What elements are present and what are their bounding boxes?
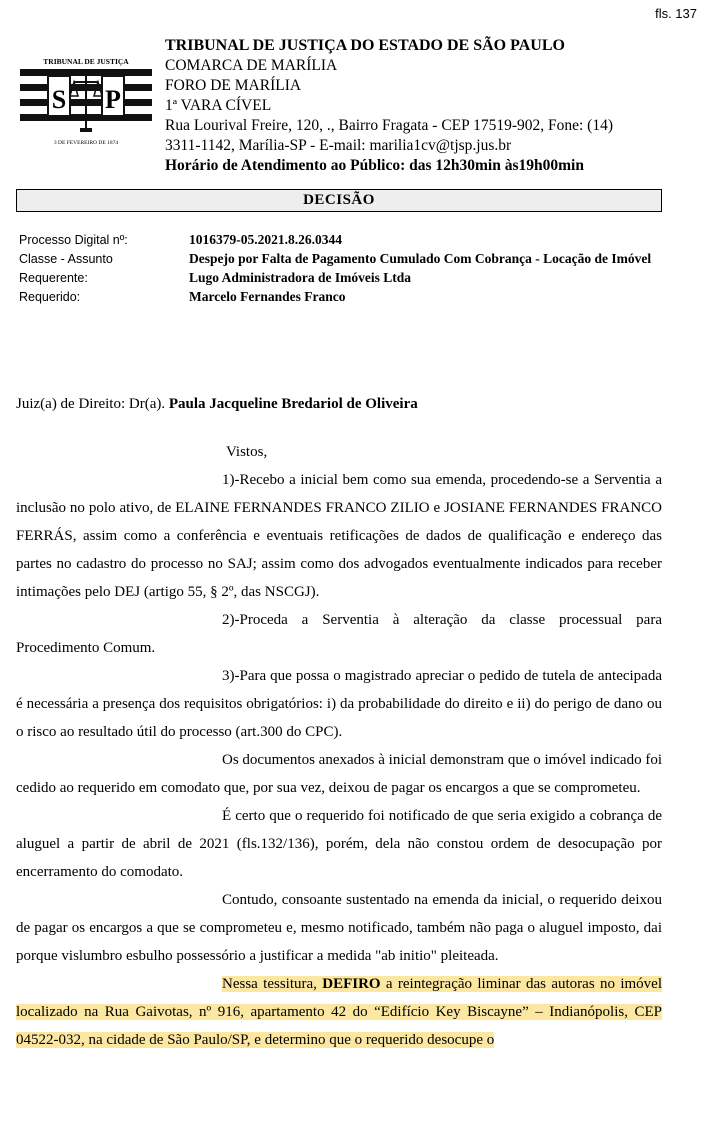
highlight-defiro: DEFIRO: [322, 976, 381, 992]
emblem-letter-right: P: [105, 85, 121, 114]
highlight-after: a reintegração liminar das autoras no imóvel localizado na Rua Gaivotas, nº 916, apartamento 42 do “Edifício Key Biscayne” – Indianópolis, CEP 04522-032, na cidade de São Paulo/SP, e determino que o requerido desocupe o: [16, 976, 662, 1048]
defendant-label: Requerido:: [19, 290, 81, 304]
document-header: [16, 36, 676, 176]
paragraph-2: 2)-Proceda a Serventia à alteração da classe processual para Procedimento Comum.: [16, 612, 662, 656]
page-marker: fls. 137: [655, 6, 697, 21]
plaintiff-row: [19, 270, 659, 286]
defendant-row: [19, 289, 659, 305]
class-subject-value: Despejo por Falta de Pagamento Cumulado Com Cobrança - Locação de Imóvel: [189, 251, 652, 266]
address-line-1: Rua Lourival Freire, 120, ., Bairro Fragata - CEP 17519-902, Fone: (14): [165, 117, 613, 134]
paragraph-1: 1)-Recebo a inicial bem como sua emenda, procedendo-se a Serventia a inclusão no polo ativo, de ELAINE FERNANDES FRANCO ZILIO e JOSIANE FERNANDES FRANCO FERRÁS, assim como a conferência e eventuais retificações de dados de qualificação e endereço das partes no cadastro do processo no SAJ; assim como dos advogados eventualmente indicados para receber intimações pelo DEJ (artigo 55, § 2º, das NSCGJ).: [16, 472, 662, 600]
plaintiff-label: Requerente:: [19, 271, 88, 285]
process-number-label: Processo Digital nº:: [19, 233, 128, 247]
judge-label: Juiz(a) de Direito: Dr(a).: [16, 396, 166, 412]
court-info: [165, 36, 675, 176]
judge-name: Paula Jacqueline Bredariol de Oliveira: [168, 396, 418, 412]
class-subject-row: [19, 251, 659, 267]
process-number-value: 1016379-05.2021.8.26.0344: [189, 232, 342, 247]
judge-line: [16, 396, 418, 413]
class-subject-label: Classe - Assunto: [19, 252, 113, 266]
vistos-paragraph: Vistos,: [226, 444, 268, 460]
court-name: TRIBUNAL DE JUSTIÇA DO ESTADO DE SÃO PAULO: [165, 37, 565, 54]
foro: FORO DE MARÍLIA: [165, 77, 302, 94]
document-title: DECISÃO: [16, 189, 662, 212]
defendant-value: Marcelo Fernandes Franco: [189, 289, 346, 304]
tjsp-emblem-icon: [16, 44, 156, 154]
emblem-letter-left: S: [51, 85, 67, 114]
paragraph-3: 3)-Para que possa o magistrado apreciar o pedido de tutela de antecipada é necessária a presença dos requisitos obrigatórios: i) da probabilidade do direito e ii) do perigo de dano ou o risco ao resultado útil do processo (art.300 do CPC).: [16, 668, 662, 740]
paragraph-5: É certo que o requerido foi notificado de que seria exigido a cobrança de aluguel a partir de abril de 2021 (fls.132/136), porém, dela não constou ordem de desocupação por encerramento do comodato.: [16, 808, 662, 880]
plaintiff-value: Lugo Administradora de Imóveis Ltda: [189, 270, 412, 285]
paragraph-4: Os documentos anexados à inicial demonstram que o imóvel indicado foi cedido ao requerido em comodato que, por sua vez, deixou de pagar os encargos a que se comprometeu.: [16, 752, 662, 796]
emblem-top-text: TRIBUNAL DE JUSTIÇA: [43, 57, 129, 66]
vara: 1ª VARA CÍVEL: [165, 97, 272, 114]
emblem-bottom-text: 3 DE FEVEREIRO DE 1874: [53, 140, 119, 146]
process-number-row: [19, 232, 659, 248]
highlight-before: Nessa tessitura,: [222, 976, 323, 992]
address-line-2: 3311-1142, Marília-SP - E-mail: marilia1cv@tjsp.jus.br: [165, 137, 512, 154]
process-info-table: [19, 232, 659, 308]
decision-body: [16, 438, 662, 1054]
public-hours: Horário de Atendimento ao Público: das 12h30min às19h00min: [165, 157, 584, 174]
paragraph-7-highlighted: [16, 970, 662, 1054]
paragraph-6: Contudo, consoante sustentado na emenda da inicial, o requerido deixou de pagar os encargos a que se comprometeu e, mesmo notificado, também não paga o aluguel imposto, dai porque vislumbro esbulho possessório a justificar a medida "ab initio" pleiteada.: [16, 892, 662, 964]
comarca: COMARCA DE MARÍLIA: [165, 57, 338, 74]
